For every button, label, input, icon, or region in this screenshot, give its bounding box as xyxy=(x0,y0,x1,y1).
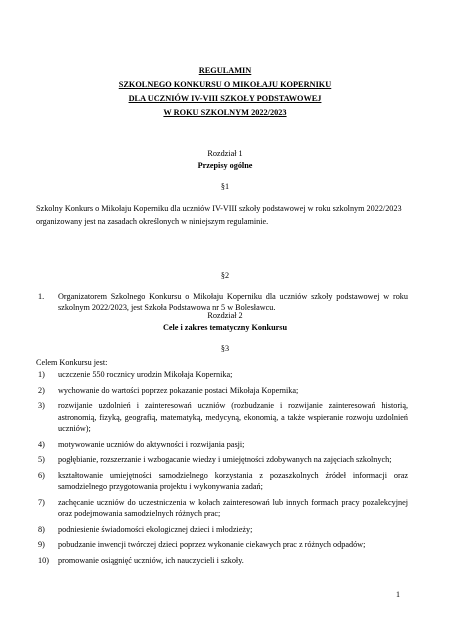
list-item xyxy=(38,369,408,380)
chapter-1-heading: Przepisy ogólne xyxy=(197,161,253,170)
list-item-text: wychowanie do wartości poprzez pokazanie postaci Mikołaja Kopernika; xyxy=(58,385,299,395)
title-line-4: W ROKU SZKOLNYM 2022/2023 xyxy=(163,108,287,117)
list-item xyxy=(38,439,408,450)
list-item xyxy=(38,385,408,396)
page-number: 1 xyxy=(396,590,400,599)
list-item xyxy=(38,524,408,535)
section-1-mark: §1 xyxy=(220,182,230,191)
list-item-number: 1. xyxy=(38,292,45,301)
list-item-number: 7) xyxy=(38,497,45,507)
list-item-number: 4) xyxy=(38,439,45,449)
list-item-number: 3) xyxy=(38,401,45,411)
section-3-intro: Celem Konkursu jest: xyxy=(36,358,108,367)
list-item-text: motywowanie uczniów do aktywności i rozwijania pasji; xyxy=(58,439,245,449)
list-item-text: rozwijanie uzdolnień i zainteresowań uczniów (rozbudzanie i rozwijanie zainteresowań historią, astronomią, fizyką, geografią, matematyką, medycyną, ekonomią, a także wspieranie rozwoju uzdolnień uczniów); xyxy=(58,401,408,433)
section-3-list xyxy=(38,369,408,571)
title-line-3: DLA UCZNIÓW IV-VIII SZKOŁY PODSTAWOWEJ xyxy=(128,94,322,103)
chapter-2-label: Rozdział 2 xyxy=(207,311,243,320)
list-item-number: 5) xyxy=(38,455,45,465)
list-item-text: kształtowanie umiejętności samodzielnego korzystania z pozaszkolnych źródeł informacji oraz samodzielnego przygotowania projektu i wykonywania zadań; xyxy=(58,470,408,492)
section-3-mark: §3 xyxy=(220,344,230,353)
list-item-text: Organizatorem Szkolnego Konkursu o Mikołaju Koperniku dla uczniów szkoły podstawowej w roku szkolnym 2022/2023, jest Szkoła Podstawowa nr 5 w Bolesławcu. xyxy=(58,292,408,313)
list-item-number: 8) xyxy=(38,524,45,534)
list-item xyxy=(38,497,408,519)
list-item-text: podniesienie świadomości ekologicznej dzieci i młodzieży; xyxy=(58,524,253,534)
list-item-number: 9) xyxy=(38,540,45,550)
list-item-text: pobudzanie inwencji twórczej dzieci poprzez wykonanie ciekawych prac z różnych odpadów; xyxy=(58,540,366,550)
list-item xyxy=(38,454,408,465)
list-item xyxy=(38,539,408,550)
section-2-mark: §2 xyxy=(220,271,230,280)
section-1-text: Szkolny Konkurs o Mikołaju Koperniku dla uczniów IV-VIII szkoły podstawowej w roku szkolnym 2022/2023 organizowany jest na zasadach określonych w niniejszym regulaminie. xyxy=(36,204,402,226)
title-line-1: REGULAMIN xyxy=(198,66,252,75)
list-item-text: promowanie osiągnięć uczniów, ich nauczycieli i szkoły. xyxy=(58,556,244,566)
list-item-number: 2) xyxy=(38,385,45,395)
list-item-number: 10) xyxy=(38,556,49,566)
list-item-text: zachęcanie uczniów do uczestniczenia w kołach zainteresowań lub innych formach pracy pozalekcyjnej oraz podejmowania samodzielnych różnych prac; xyxy=(58,497,408,519)
list-item-text: pogłębianie, rozszerzanie i wzbogacanie wiedzy i umiejętności zdobywanych na zajęciach szkolnych; xyxy=(58,455,392,465)
list-item xyxy=(38,400,408,434)
list-item-number: 6) xyxy=(38,470,45,480)
chapter-2-heading: Cele i zakres tematyczny Konkursu xyxy=(162,323,287,332)
list-item-number: 1) xyxy=(38,370,45,379)
list-item xyxy=(38,555,408,566)
list-item-text: uczczenie 550 rocznicy urodzin Mikołaja Kopernika; xyxy=(58,370,233,379)
title-line-2: SZKOLNEGO KONKURSU O MIKOŁAJU KOPERNIKU xyxy=(118,80,332,89)
list-item xyxy=(38,470,408,492)
chapter-1-label: Rozdział 1 xyxy=(207,149,243,158)
